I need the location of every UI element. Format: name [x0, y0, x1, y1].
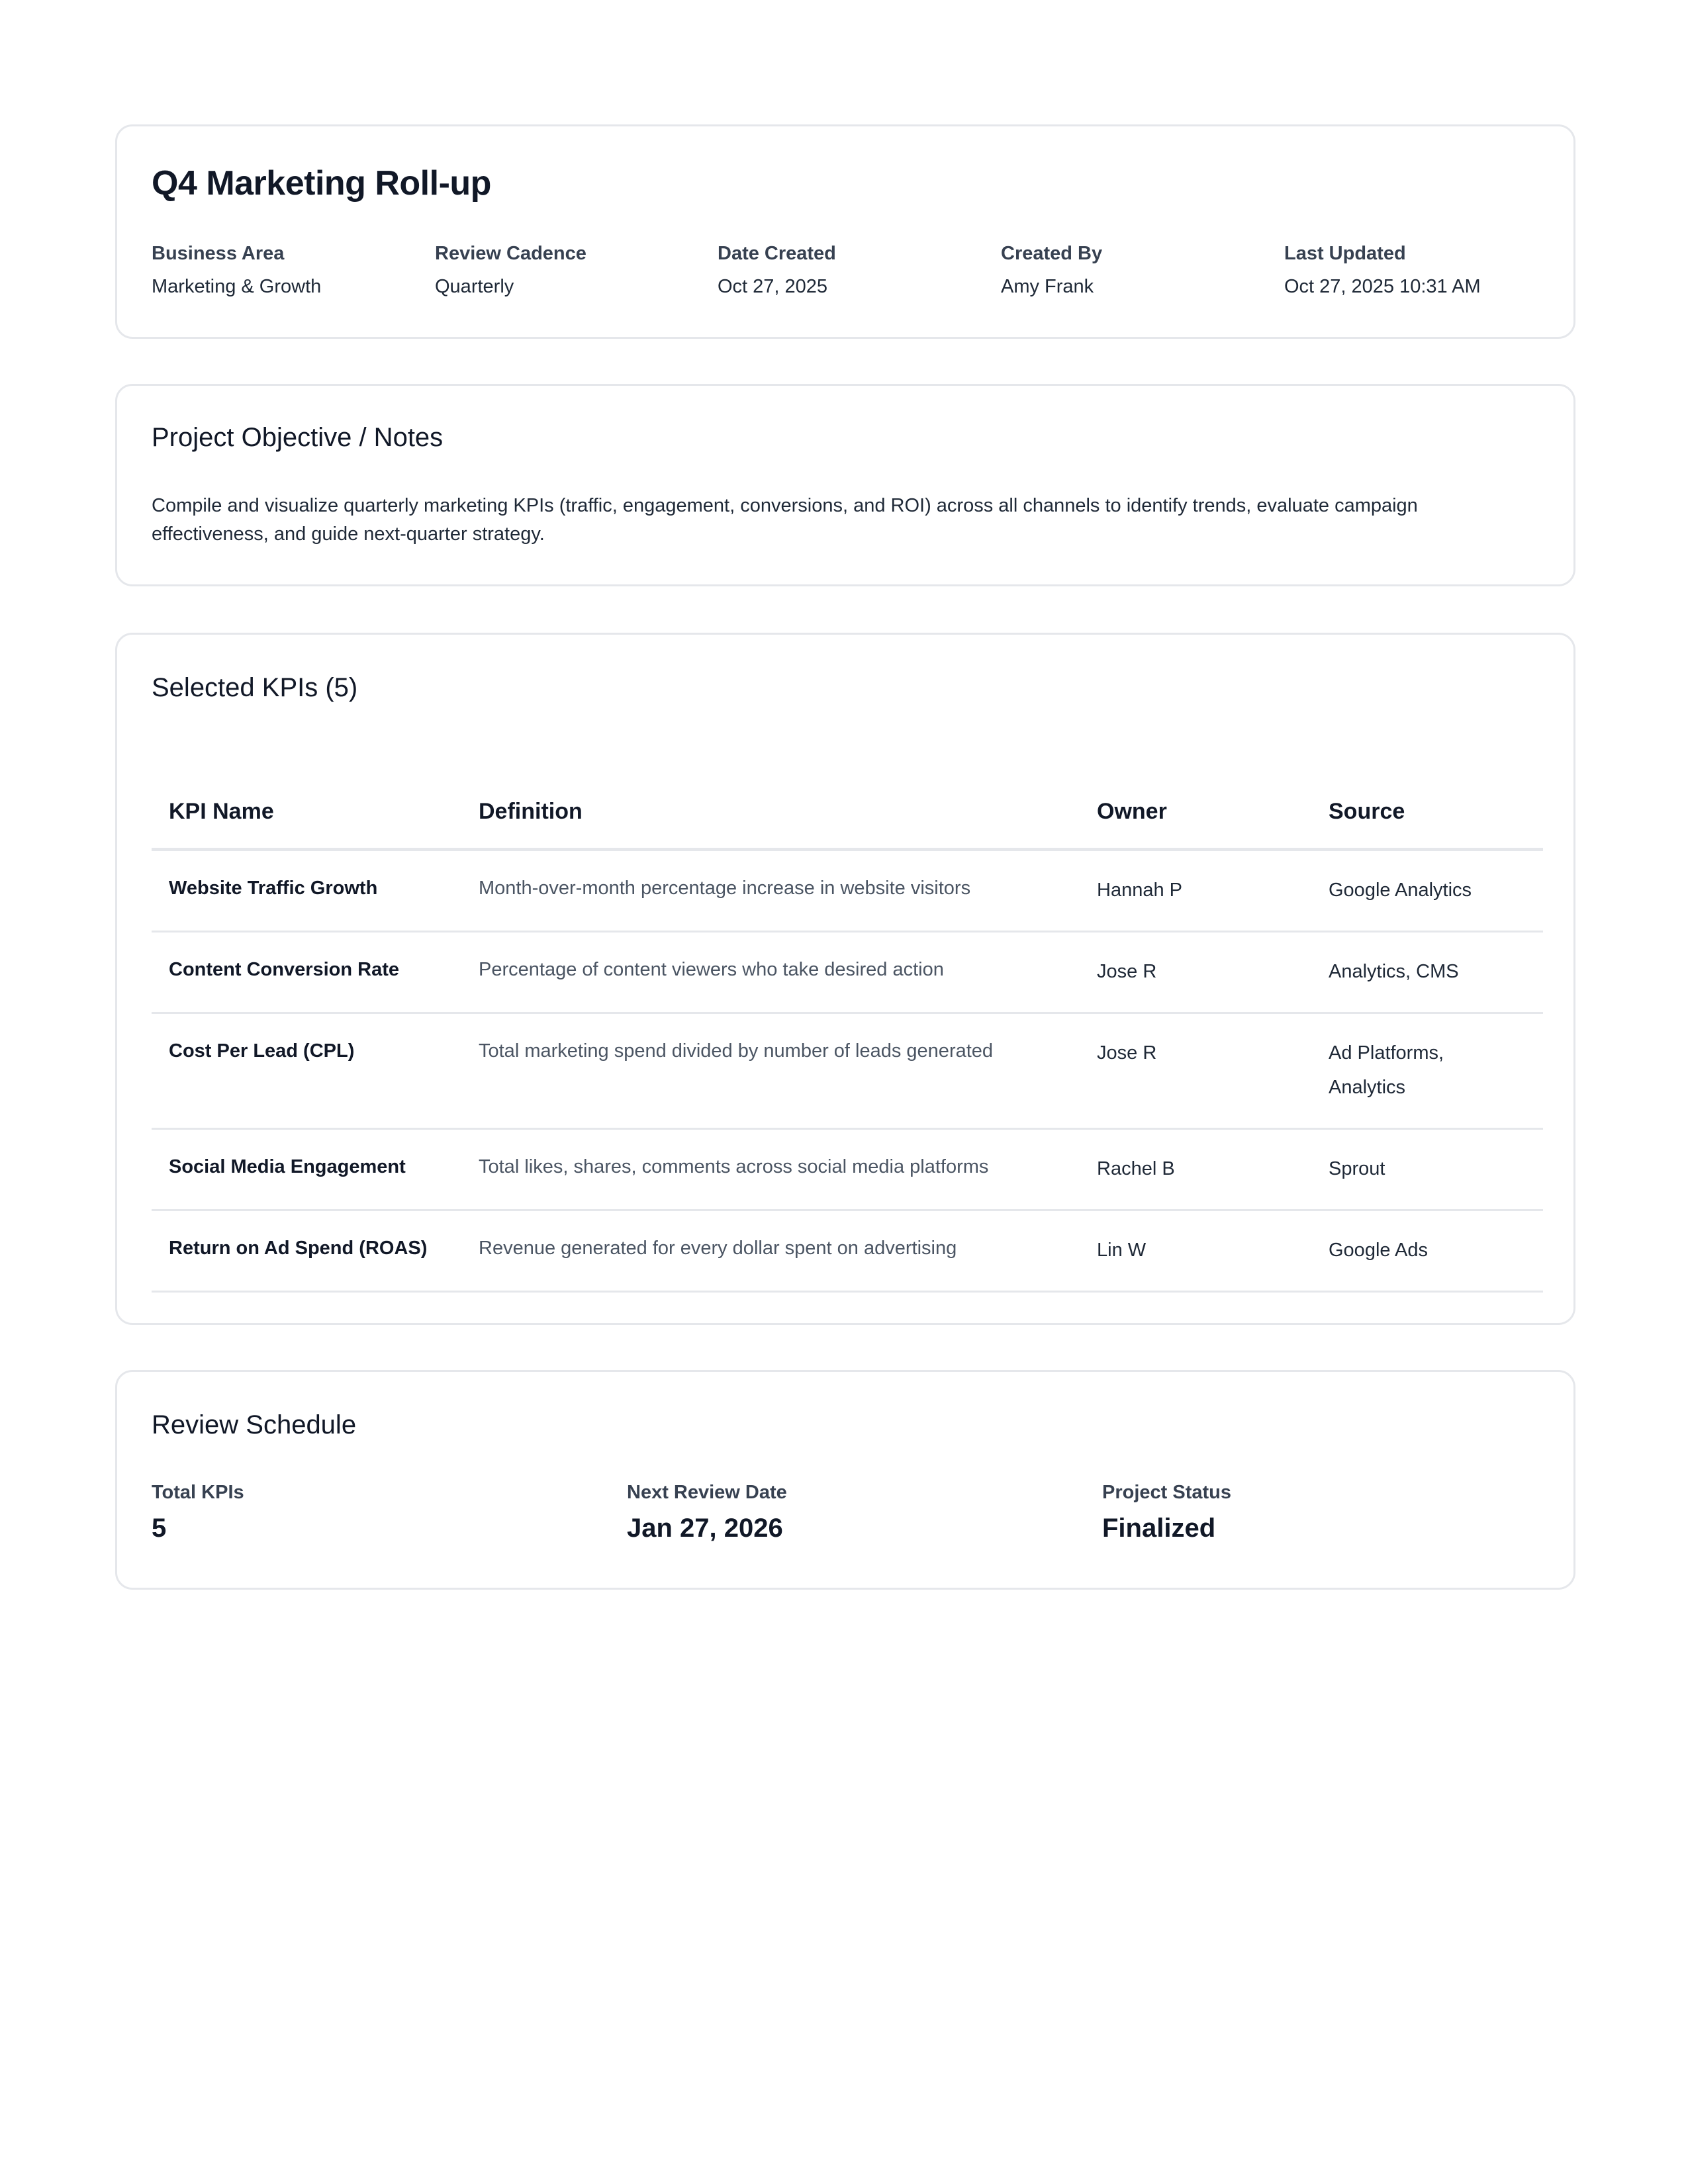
- notes-title: Project Objective / Notes: [152, 423, 444, 452]
- table-row: [152, 933, 1543, 1014]
- kpi-owner: Jose R: [1097, 1042, 1157, 1064]
- column-header-definition: Definition: [479, 799, 583, 824]
- total-kpis-value: 5: [152, 1514, 167, 1543]
- kpi-name: Website Traffic Growth: [169, 878, 378, 899]
- kpi-source: Sprout: [1329, 1158, 1385, 1179]
- kpi-definition: Revenue generated for every dollar spent on advertising: [479, 1238, 957, 1259]
- review-cadence-value: Quarterly: [435, 276, 514, 297]
- table-row: [152, 1211, 1543, 1293]
- project-header-card: [115, 124, 1575, 339]
- page-title: Q4 Marketing Roll-up: [152, 164, 491, 203]
- kpi-name: Cost Per Lead (CPL): [169, 1040, 355, 1062]
- created-by-label: Created By: [1001, 243, 1103, 264]
- kpi-definition: Total likes, shares, comments across social media platforms: [479, 1156, 989, 1177]
- kpi-table: [152, 782, 1543, 1293]
- project-status-label: Project Status: [1102, 1482, 1231, 1503]
- kpi-definition: Total marketing spend divided by number of leads generated: [479, 1040, 994, 1062]
- review-schedule-card: [115, 1370, 1575, 1590]
- kpi-owner: Lin W: [1097, 1240, 1147, 1261]
- created-by-value: Amy Frank: [1001, 276, 1094, 297]
- kpi-source: Google Analytics: [1329, 880, 1472, 901]
- next-review-date-value: Jan 27, 2026: [627, 1514, 783, 1543]
- next-review-date-label: Next Review Date: [627, 1482, 787, 1503]
- review-title: Review Schedule: [152, 1410, 357, 1439]
- kpi-name: Social Media Engagement: [169, 1156, 406, 1177]
- column-header-owner: Owner: [1097, 799, 1167, 824]
- project-status-value: Finalized: [1102, 1514, 1216, 1543]
- table-header-row: [152, 782, 1543, 851]
- table-row: [152, 1130, 1543, 1211]
- last-updated-label: Last Updated: [1284, 243, 1406, 264]
- kpi-source: Analytics, CMS: [1329, 961, 1459, 982]
- last-updated-value: Oct 27, 2025 10:31 AM: [1284, 276, 1481, 297]
- column-header-kpi-name: KPI Name: [169, 799, 274, 824]
- kpi-definition: Month-over-month percentage increase in website visitors: [479, 878, 971, 899]
- table-row: [152, 1014, 1543, 1130]
- project-notes-card: [115, 384, 1575, 586]
- kpis-title: Selected KPIs (5): [152, 673, 358, 702]
- business-area-value: Marketing & Growth: [152, 276, 322, 297]
- kpi-owner: Jose R: [1097, 961, 1157, 982]
- total-kpis-label: Total KPIs: [152, 1482, 244, 1503]
- kpi-name: Content Conversion Rate: [169, 959, 400, 980]
- kpi-owner: Hannah P: [1097, 880, 1182, 901]
- business-area-label: Business Area: [152, 243, 285, 264]
- notes-text: Compile and visualize quarterly marketing KPIs (traffic, engagement, conversions, and ROI) across all channels to identify trends, evaluate campaign effectiveness, and guide next-quarter strategy.: [152, 495, 1418, 545]
- kpi-owner: Rachel B: [1097, 1158, 1175, 1179]
- selected-kpis-card: [115, 633, 1575, 1325]
- review-cadence-label: Review Cadence: [435, 243, 586, 264]
- kpi-definition: Percentage of content viewers who take desired action: [479, 959, 944, 980]
- table-row: [152, 851, 1543, 933]
- column-header-source: Source: [1329, 799, 1405, 824]
- date-created-value: Oct 27, 2025: [718, 276, 828, 297]
- kpi-source: Google Ads: [1329, 1240, 1428, 1261]
- kpi-source: Ad Platforms, Analytics: [1329, 1042, 1444, 1098]
- kpi-name: Return on Ad Spend (ROAS): [169, 1238, 428, 1259]
- date-created-label: Date Created: [718, 243, 836, 264]
